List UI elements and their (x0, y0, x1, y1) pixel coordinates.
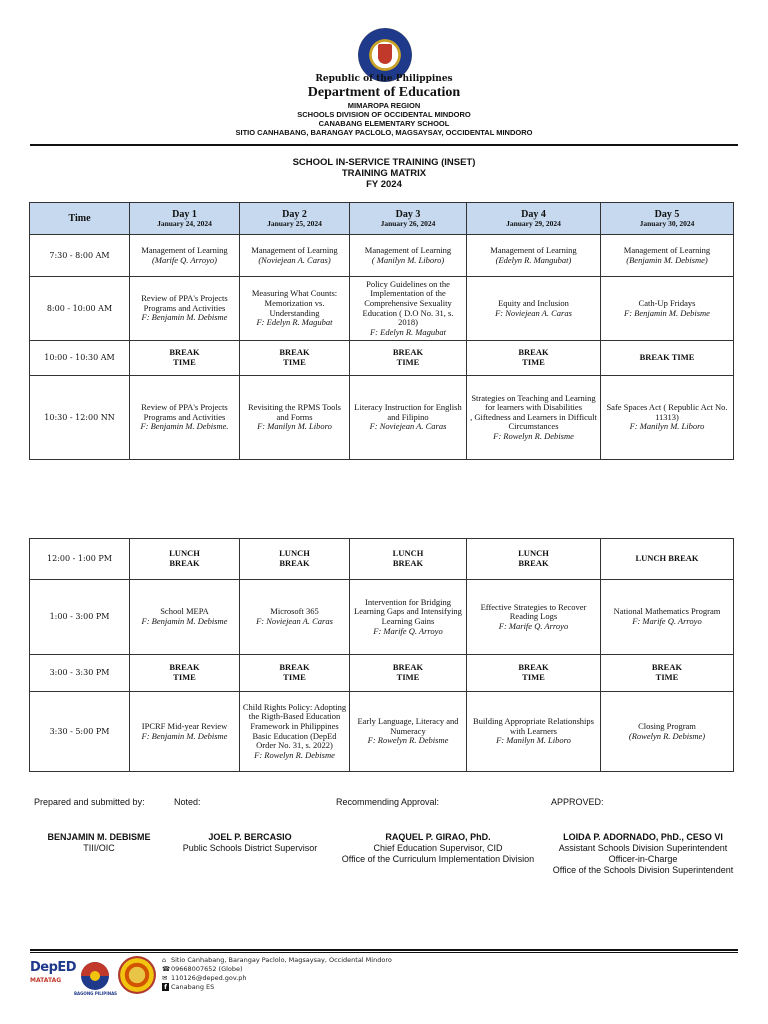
session-cell (350, 235, 467, 277)
session-title: Review of PPA's Projects Programs and Activities (141, 293, 228, 313)
time-slot: 10:00 - 10:30 AM (30, 341, 130, 376)
footer-divider (30, 949, 738, 951)
approved-label: APPROVED: (551, 797, 604, 807)
table-header-row (30, 203, 734, 235)
session-title: Early Language, Literacy and Numeracy (357, 716, 459, 736)
region-line: MIMAROPA REGION (347, 101, 421, 110)
facilitator: F: Benjamin M. Debisme. (140, 421, 229, 432)
time-slot: 10:30 - 12:00 NN (30, 376, 130, 460)
republic-line: Republic of the Philippines (315, 74, 453, 84)
session-cell (240, 235, 350, 277)
session-row (30, 235, 734, 277)
session-cell (130, 692, 240, 772)
document-title: SCHOOL IN-SERVICE TRAINING (INSET) (292, 157, 476, 168)
footer-phone: ☎09668007652 (Globe) (162, 965, 243, 973)
break-cell: BREAK TIME (240, 655, 350, 692)
email-icon: ✉ (162, 974, 168, 982)
break-cell: BREAK TIME (240, 341, 350, 376)
break-cell: LUNCH BREAK (601, 539, 734, 580)
session-cell (467, 376, 601, 460)
break-row (30, 655, 734, 692)
signatory-approved (548, 832, 738, 876)
school-line: CANABANG ELEMENTARY SCHOOL (318, 119, 450, 128)
session-cell (240, 692, 350, 772)
session-title: Literacy Instruction for English and Filipino (354, 402, 462, 422)
session-title: Closing Program (638, 720, 696, 731)
session-title: School MEPA (160, 606, 209, 617)
signatory-recommending (336, 832, 540, 865)
facilitator: F: Marife Q. Arroyo (373, 625, 443, 636)
facilitator: F: Rowelyn R. Debisme (493, 430, 574, 441)
address-line: SITIO CANHABANG, BARANGAY PACLOLO, MAGSAYSAY, OCCIDENTAL MINDORO (235, 128, 533, 137)
session-cell (240, 376, 350, 460)
department-title: Department of Education (307, 85, 461, 100)
session-title: Policy Guidelines on the Implementation of the Comprehensive Sexuality Education ( D.O No. 31, s. 2018) (362, 278, 454, 328)
session-cell (350, 580, 467, 655)
break-cell: BREAK TIME (350, 341, 467, 376)
session-title: Management of Learning (364, 244, 452, 255)
session-cell (350, 692, 467, 772)
facilitator: F: Noviejean A. Caras (495, 307, 572, 318)
session-cell (467, 580, 601, 655)
session-title-cont: , Giftedness and Learners in Difficult Circumstances (470, 411, 597, 432)
session-title: Strategies on Teaching and Learning for learners with Disabilities (471, 392, 596, 413)
day-header: Day 1 January 24, 2024 (130, 203, 240, 235)
time-slot: 12:00 - 1:00 PM (30, 539, 130, 580)
facilitator: F: Benjamin M. Debisme (141, 312, 228, 323)
facilitator: (Noviejean A. Caras) (258, 254, 331, 265)
session-title: Management of Learning (490, 244, 577, 255)
session-cell (467, 692, 601, 772)
break-cell: BREAK TIME (467, 655, 601, 692)
day-header: Day 4 January 29, 2024 (467, 203, 601, 235)
facilitator: F: Manilyn M. Liboro (257, 421, 332, 432)
training-matrix-table-part1 (29, 202, 734, 460)
session-title: Management of Learning (141, 244, 228, 255)
facilitator: F: Noviejean A. Caras (256, 616, 333, 626)
bagong-pilipinas-logo (78, 960, 112, 994)
day-header: Day 2 January 25, 2024 (240, 203, 350, 235)
signatory-role: Officer-in-Charge (608, 853, 678, 864)
signatory-name: BENJAMIN M. DEBISME (47, 832, 151, 842)
facilitator: F: Noviejean A. Caras (369, 421, 447, 432)
facilitator: F: Marife Q. Arroyo (632, 616, 702, 626)
training-matrix-table-part2 (29, 538, 734, 772)
signatory-position: Public Schools District Supervisor (182, 842, 318, 853)
session-cell (130, 277, 240, 341)
footer-email[interactable]: ✉ 110126@deped.gov.ph (162, 974, 247, 982)
time-slot: 3:00 - 3:30 PM (30, 655, 130, 692)
division-line: SCHOOLS DIVISION OF OCCIDENTAL MINDORO (297, 110, 471, 119)
facilitator: (Edelyn R. Mangubat) (495, 254, 572, 265)
break-cell: BREAK TIME (601, 655, 734, 692)
facilitator: (Benjamin M. Debisme) (626, 254, 708, 265)
break-cell: BREAK TIME (350, 655, 467, 692)
session-title: Cath-Up Fridays (638, 297, 696, 308)
prepared-label: Prepared and submitted by: (34, 797, 145, 807)
session-title: Effective Strategies to Recover Reading Logs (480, 601, 587, 622)
break-row (30, 539, 734, 580)
footer-facebook[interactable]: f Canabang ES (162, 983, 214, 991)
session-cell (601, 277, 734, 341)
break-cell: BREAK TIME (130, 655, 240, 692)
break-cell: LUNCH BREAK (350, 539, 467, 580)
session-cell (467, 277, 601, 341)
session-cell (240, 580, 350, 655)
break-cell: LUNCH BREAK (240, 539, 350, 580)
facilitator: F: Edelyn R. Magubat (369, 326, 446, 337)
session-row (30, 692, 734, 772)
document-subtitle: TRAINING MATRIX (341, 168, 427, 179)
session-cell (130, 235, 240, 277)
bagong-pilipinas-text: BAGONG PILIPINAS (74, 991, 118, 996)
signatory-position: TIII/OIC (83, 842, 115, 853)
signatory-position: Assistant Schools Division Superintendent (558, 842, 728, 853)
session-title: Equity and Inclusion (498, 297, 569, 308)
location-icon: ⌂ (162, 956, 167, 964)
facilitator: (Marife Q. Arroyo) (152, 254, 217, 265)
session-title: Management of Learning (251, 244, 338, 255)
facilitator: ( Manilyn M. Liboro) (371, 254, 445, 265)
recommending-label: Recommending Approval: (336, 797, 440, 807)
session-title: Review of PPA's Projects Programs and Activities (141, 402, 228, 422)
session-title: Management of Learning (623, 244, 711, 255)
time-header: Time (30, 203, 130, 235)
facilitator: (Rowelyn R. Debisme) (628, 730, 706, 741)
break-cell: LUNCH BREAK (130, 539, 240, 580)
break-cell: BREAK TIME (601, 341, 734, 376)
time-slot: 3:30 - 5:00 PM (30, 692, 130, 772)
session-row (30, 277, 734, 341)
session-cell (601, 376, 734, 460)
facilitator: F: Manilyn M. Liboro (496, 735, 571, 746)
footer-divider-thin (30, 952, 738, 953)
session-title: Building Appropriate Relationships with Learners (473, 716, 594, 736)
facilitator: F: Benjamin M. Debisme (141, 616, 228, 626)
session-title: Child Rights Policy: Adopting the Rigth-Based Education Framework in Philippines Basic Education (DepEd Order No. 31, s. 2022) (242, 701, 347, 751)
phone-icon: ☎ (162, 965, 171, 973)
time-slot: 7:30 - 8:00 AM (30, 235, 130, 277)
session-title: IPCRF Mid-year Review (141, 720, 228, 731)
signatory-prepared (34, 832, 164, 854)
signatory-office: Office of the Schools Division Superintendent (552, 864, 734, 875)
session-row (30, 376, 734, 460)
session-cell (350, 376, 467, 460)
break-cell: BREAK TIME (130, 341, 240, 376)
session-cell (601, 692, 734, 772)
facilitator: F: Marife Q. Arroyo (498, 620, 569, 631)
session-cell (601, 580, 734, 655)
session-cell (467, 235, 601, 277)
day-header: Day 3 January 26, 2024 (350, 203, 467, 235)
session-title: Safe Spaces Act ( Republic Act No. 11313) (606, 402, 728, 422)
day-header: Day 5 January 30, 2024 (601, 203, 734, 235)
session-title: National Mathematics Program (613, 606, 721, 617)
session-title: Measuring What Counts: Memorization vs. Understanding (251, 288, 338, 318)
session-cell (130, 580, 240, 655)
fiscal-year: FY 2024 (366, 179, 402, 190)
signatory-name: JOEL P. BERCASIO (208, 832, 292, 842)
session-cell (240, 277, 350, 341)
session-title: Revisiting the RPMS Tools and Forms (247, 402, 341, 422)
signatory-name: RAQUEL P. GIRAO, PhD. (385, 832, 491, 842)
break-cell: BREAK TIME (467, 341, 601, 376)
session-title: Intervention for Bridging Learning Gaps and Intensifying Learning Gains (354, 596, 462, 626)
session-cell (350, 277, 467, 341)
break-row (30, 341, 734, 376)
facilitator: F: Edelyn R. Magubat (256, 317, 333, 328)
footer-address: ⌂ Sitio Canhabang, Barangay Paclolo, Magsaysay, Occidental Mindoro (162, 956, 392, 964)
break-cell: LUNCH BREAK (467, 539, 601, 580)
facilitator: F: Rowelyn R. Debisme (254, 749, 335, 760)
session-cell (130, 376, 240, 460)
signatory-noted (176, 832, 324, 854)
facilitator: F: Manilyn M. Liboro (629, 421, 705, 432)
facebook-icon: f (162, 983, 169, 991)
deped-matatag-logo: DepED MATATAG (30, 960, 77, 984)
signatory-position: Chief Education Supervisor, CID (373, 842, 503, 853)
facilitator: F: Benjamin M. Debisme (624, 307, 710, 318)
school-seal-logo (118, 956, 156, 994)
noted-label: Noted: (174, 797, 201, 807)
header-divider (30, 144, 738, 146)
time-slot: 1:00 - 3:00 PM (30, 580, 130, 655)
facilitator: F: Benjamin M. Debisme (141, 730, 228, 741)
session-cell (601, 235, 734, 277)
signatory-office: Office of the Curriculum Implementation Division (341, 853, 535, 864)
facilitator: F: Rowelyn R. Debisme (367, 735, 449, 746)
session-title: Microsoft 365 (270, 606, 319, 617)
time-slot: 8:00 - 10:00 AM (30, 277, 130, 341)
session-row (30, 580, 734, 655)
signatory-name: LOIDA P. ADORNADO, PhD., CESO VI (563, 832, 723, 842)
